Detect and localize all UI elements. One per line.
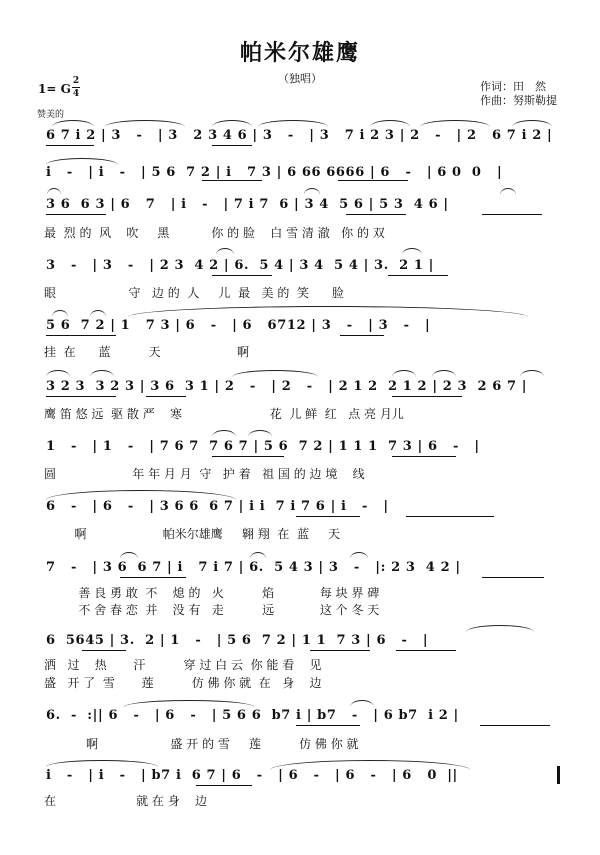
- slur-mark: [46, 370, 70, 377]
- beam-line: [310, 650, 370, 651]
- slur-mark: [120, 552, 138, 559]
- lyrics-line-2: 不 舍 春 恋 并 没 有 走 远 这 个 冬 天: [44, 603, 380, 617]
- beam-line: [388, 275, 448, 276]
- beam-line: [212, 275, 272, 276]
- lyrics-line: 圆 年 年 月 月 守 护 着 祖 国 的 边 境 线: [44, 467, 365, 481]
- system-12: [0, 768, 600, 808]
- lyrics-line: 啊 盛 开 的 雪 莲 仿 佛 你 就: [44, 737, 359, 751]
- slur-mark: [124, 700, 254, 707]
- system-4: [0, 258, 600, 298]
- slur-mark: [432, 370, 456, 377]
- slur-mark: [520, 370, 544, 377]
- lyrics-line: 在 就 在 身 边: [44, 794, 207, 808]
- slur-mark: [46, 158, 118, 165]
- beam-line: [296, 516, 360, 517]
- beam-line: [296, 725, 360, 726]
- beam-line: [46, 396, 116, 397]
- notation-line: 6 - | 6 - | 3 6 6 6 7 | i i 7 i 7 6 | i - |: [46, 499, 389, 514]
- lyrics-line: 挂 在 蓝 天 啊: [44, 345, 249, 359]
- beam-line: [392, 396, 462, 397]
- slur-mark: [420, 120, 490, 127]
- slur-mark: [466, 625, 534, 632]
- system-10: [0, 633, 600, 690]
- beam-line: [146, 396, 186, 397]
- system-5: [0, 318, 600, 358]
- lyricist-credit: 作词：田 然: [480, 80, 546, 93]
- notation-line: 3 6 6 3 | 6 7 | i - | 7 i 7 6 | 3 4 5 6 | 5 3 4 6 |: [46, 197, 449, 212]
- slur-mark: [216, 248, 234, 255]
- song-subtitle: （独唱）: [278, 72, 322, 85]
- slur-mark: [258, 120, 328, 127]
- expression-marking: 赞美的: [37, 110, 65, 120]
- song-title: 帕米尔雄鹰: [239, 41, 360, 66]
- time-signature-top: 2: [72, 76, 80, 86]
- beam-line: [396, 650, 456, 651]
- composer-credit: 作曲：努斯勒提: [480, 94, 557, 107]
- beam-line: [480, 725, 550, 726]
- slur-mark: [350, 552, 368, 559]
- beam-line: [392, 456, 456, 457]
- slur-mark: [402, 248, 422, 255]
- system-11: [0, 708, 600, 751]
- slur-mark: [52, 310, 68, 317]
- slur-mark: [128, 306, 528, 317]
- beam-line: [202, 180, 262, 181]
- beam-line: [482, 577, 544, 578]
- slur-mark: [370, 120, 410, 127]
- beam-line: [196, 785, 252, 786]
- lyrics-line: 眼 守 边 的 人 儿 最 美 的 笑 脸: [44, 286, 344, 300]
- slur-mark: [512, 120, 552, 127]
- system-7: [0, 439, 600, 479]
- notation-line: 6 7 i 2 | 3 - | 3 2 3 4 6 | 3 - | 3 7 i 2 3 | 2 - | 2 6 7 i 2 |: [46, 128, 553, 143]
- beam-line: [82, 650, 126, 651]
- notation-line: i - | i - | 5 6 7 2 | i 7 3 | 6 66 6666 | 6 - | 6 0 0 |: [46, 165, 503, 180]
- beam-line: [338, 180, 408, 181]
- beam-line: [212, 145, 252, 146]
- slur-mark: [304, 188, 320, 195]
- slur-mark: [105, 120, 185, 127]
- slur-mark: [500, 188, 516, 195]
- time-signature-divider: [72, 87, 80, 88]
- lyrics-line: 善 良 勇 敢 不 熄 的 火 焰 每 块 界 碑: [44, 586, 380, 600]
- lyrics-line: 洒 过 热 汗 穿 过 白 云 你 能 看 见: [44, 658, 322, 672]
- slur-mark: [46, 760, 158, 767]
- lyrics-line: 最 烈 的 风 吹 黑 你 的 脸 白 雪 清 澈 你 的 双: [44, 226, 385, 240]
- slur-mark: [90, 310, 106, 317]
- slur-mark: [46, 490, 236, 500]
- time-signature-bottom: 4: [72, 89, 80, 99]
- time-signature: [72, 76, 80, 99]
- notation-line: 6 5645 | 3. 2 | 1 - | 5 6 7 2 | 1 1 7 3 | 6 - |: [46, 633, 429, 648]
- beam-line: [46, 145, 94, 146]
- slur-mark: [90, 370, 114, 377]
- slur-mark: [392, 370, 416, 377]
- notation-line: 1 - | 1 - | 7 6 7 7 6 7 | 5 6 7 2 | 1 1 1 7 3 | 6 - |: [46, 439, 480, 454]
- slur-mark: [232, 370, 318, 377]
- lyrics-line: 鹰 笛 悠 远 驱 散 严 寒 花 儿 鲜 红 点 亮 月儿: [44, 407, 404, 421]
- beam-line: [46, 214, 106, 215]
- final-barline: [557, 766, 560, 784]
- notation-line: i - | i - | b7 i 6 7 | 6 - | 6 - | 6 - | 6 0 ||: [46, 768, 458, 783]
- slur-mark: [212, 120, 252, 127]
- beam-line: [212, 456, 284, 457]
- slur-mark: [250, 552, 266, 559]
- system-3: [0, 197, 600, 240]
- beam-line: [406, 516, 494, 517]
- notation-line: 6. - :|| 6 - | 6 - | 5 6 6 b7 i | b7 - | 6 b7 i 2 |: [46, 708, 459, 723]
- slur-mark: [270, 760, 470, 770]
- slur-mark: [212, 430, 236, 437]
- slur-mark: [47, 188, 61, 195]
- notation-line: 5 6 7 2 | 1 7 3 | 6 - | 6 6712 | 3 - | 3 - |: [46, 318, 431, 333]
- beam-line: [346, 214, 406, 215]
- slur-mark: [52, 120, 94, 127]
- lyrics-line-2: 盛 开 了 雪 莲 仿 佛 你 就 在 身 边: [44, 676, 322, 690]
- system-9: [0, 560, 600, 617]
- key-signature: 1= G: [38, 82, 71, 96]
- system-6: [0, 379, 600, 419]
- beam-line: [340, 335, 384, 336]
- notation-line: 3 - | 3 - | 2 3 4 2 | 6. 5 4 | 3 4 5 4 | 3. 2 1 |: [46, 258, 434, 273]
- notation-line: 3 2 3 3 2 3 | 3 6 3 1 | 2 - | 2 - | 2 1 2 2 1 2 | 2 3 2 6 7 |: [46, 379, 528, 394]
- system-8: [0, 499, 600, 539]
- beam-line: [482, 214, 542, 215]
- beam-line: [46, 335, 116, 336]
- beam-line: [120, 577, 186, 578]
- lyrics-line: 啊 帕米尔雄鹰 翱 翔 在 蓝 天: [44, 527, 341, 541]
- slur-mark: [248, 430, 272, 437]
- credits: [480, 80, 557, 108]
- notation-line: 7 - | 3 6 6 7 | i 7 i 7 | 6. 5 4 3 | 3 - |: 2 3 4 2 |: [46, 560, 461, 575]
- slur-mark: [350, 700, 374, 707]
